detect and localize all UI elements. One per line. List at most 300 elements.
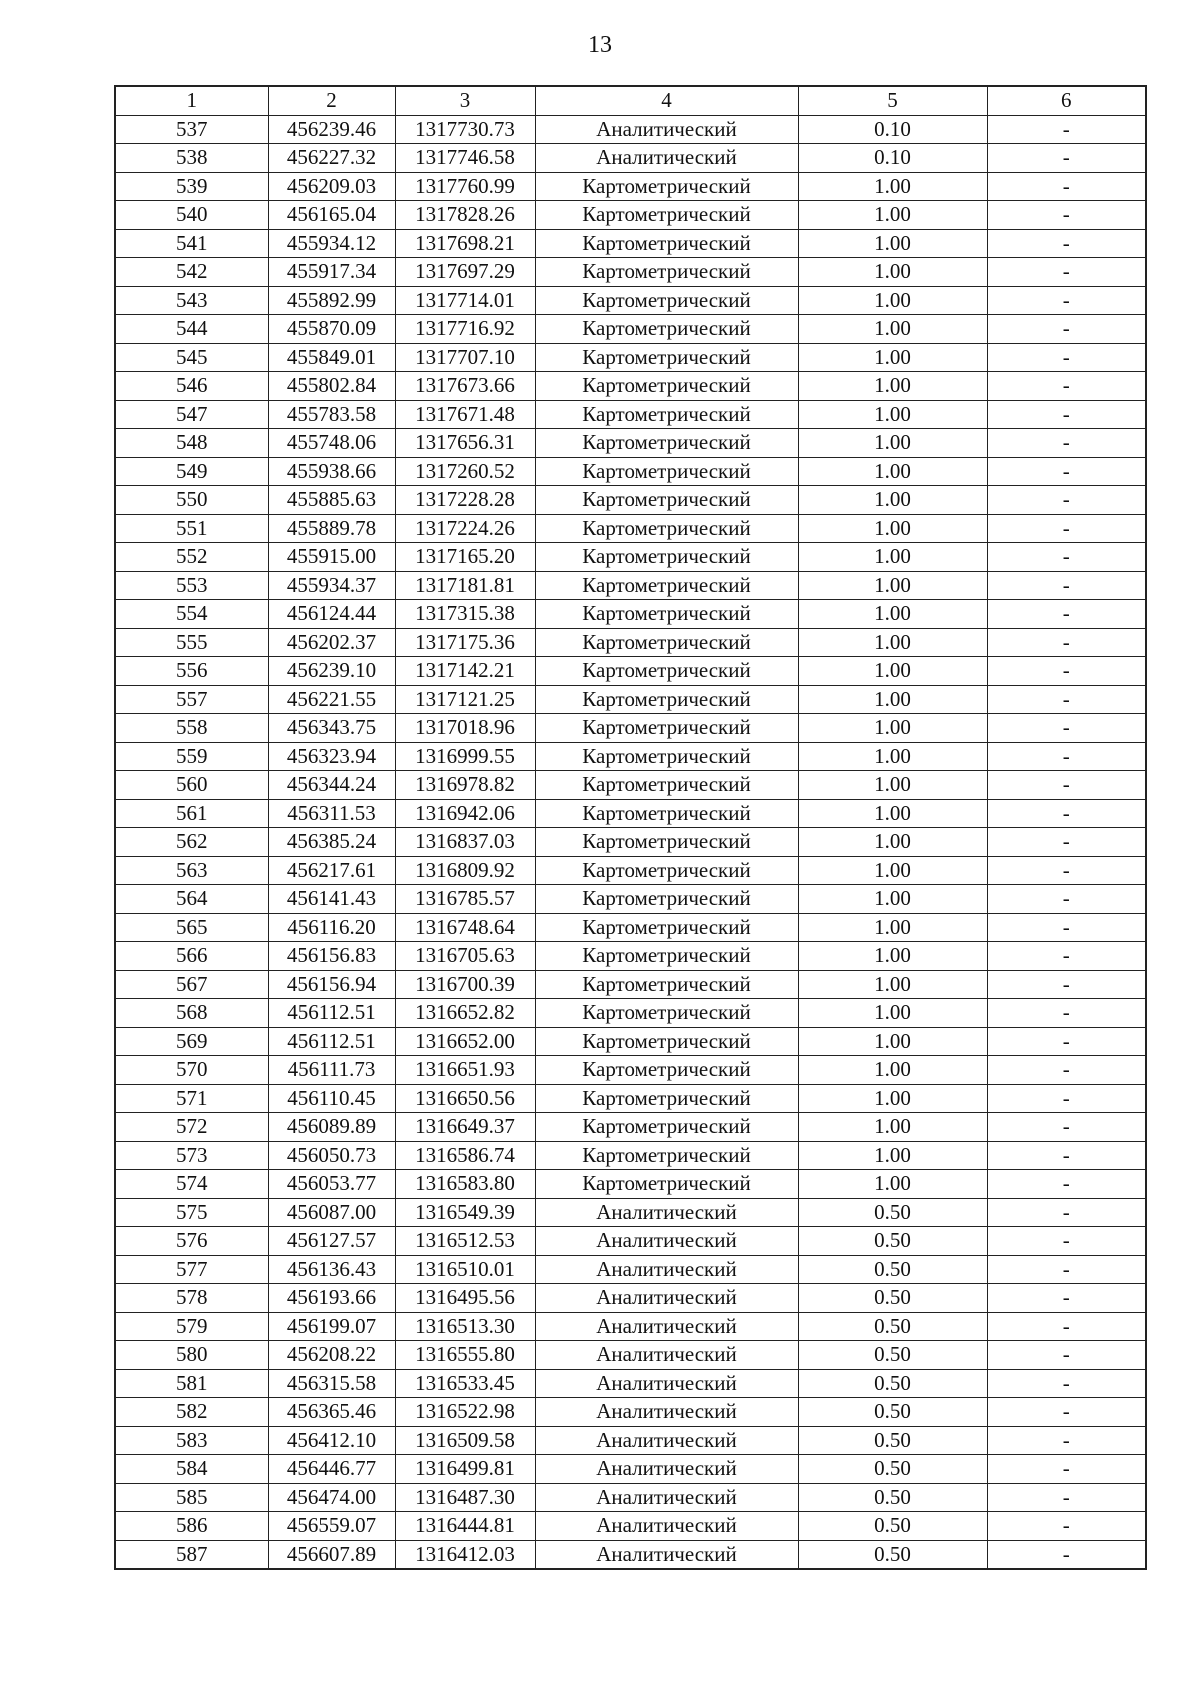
cell-note: - xyxy=(987,315,1146,344)
cell-method: Картометрический xyxy=(535,372,798,401)
cell-point-number: 583 xyxy=(115,1426,268,1455)
cell-note: - xyxy=(987,1455,1146,1484)
cell-point-number: 538 xyxy=(115,144,268,173)
table-row xyxy=(115,771,1146,800)
table-row xyxy=(115,1540,1146,1569)
cell-accuracy: 1.00 xyxy=(798,315,987,344)
cell-note: - xyxy=(987,372,1146,401)
cell-accuracy: 1.00 xyxy=(798,942,987,971)
cell-point-number: 573 xyxy=(115,1141,268,1170)
cell-method: Картометрический xyxy=(535,514,798,543)
cell-accuracy: 1.00 xyxy=(798,600,987,629)
cell-accuracy: 0.50 xyxy=(798,1426,987,1455)
cell-coordinate-x: 456053.77 xyxy=(268,1170,395,1199)
cell-point-number: 568 xyxy=(115,999,268,1028)
cell-coordinate-y: 1316412.03 xyxy=(395,1540,535,1569)
cell-method: Аналитический xyxy=(535,1540,798,1569)
cell-note: - xyxy=(987,1312,1146,1341)
cell-accuracy: 1.00 xyxy=(798,258,987,287)
cell-accuracy: 1.00 xyxy=(798,514,987,543)
cell-note: - xyxy=(987,457,1146,486)
coordinates-table xyxy=(114,85,1147,1570)
cell-coordinate-x: 456202.37 xyxy=(268,628,395,657)
cell-coordinate-y: 1316785.57 xyxy=(395,885,535,914)
cell-accuracy: 1.00 xyxy=(798,429,987,458)
cell-coordinate-y: 1316586.74 xyxy=(395,1141,535,1170)
cell-note: - xyxy=(987,799,1146,828)
cell-coordinate-x: 456559.07 xyxy=(268,1512,395,1541)
cell-coordinate-x: 455849.01 xyxy=(268,343,395,372)
cell-point-number: 562 xyxy=(115,828,268,857)
cell-accuracy: 1.00 xyxy=(798,1113,987,1142)
table-row xyxy=(115,799,1146,828)
cell-note: - xyxy=(987,714,1146,743)
cell-coordinate-x: 455934.12 xyxy=(268,229,395,258)
cell-coordinate-x: 456311.53 xyxy=(268,799,395,828)
cell-coordinate-y: 1316533.45 xyxy=(395,1369,535,1398)
table-row xyxy=(115,1170,1146,1199)
cell-point-number: 585 xyxy=(115,1483,268,1512)
cell-coordinate-y: 1317165.20 xyxy=(395,543,535,572)
cell-accuracy: 1.00 xyxy=(798,828,987,857)
table-row xyxy=(115,685,1146,714)
cell-coordinate-x: 455938.66 xyxy=(268,457,395,486)
cell-method: Картометрический xyxy=(535,885,798,914)
cell-coordinate-y: 1316522.98 xyxy=(395,1398,535,1427)
cell-coordinate-x: 455885.63 xyxy=(268,486,395,515)
cell-note: - xyxy=(987,1141,1146,1170)
cell-point-number: 549 xyxy=(115,457,268,486)
cell-point-number: 542 xyxy=(115,258,268,287)
cell-accuracy: 0.50 xyxy=(798,1455,987,1484)
table-row xyxy=(115,828,1146,857)
cell-accuracy: 1.00 xyxy=(798,885,987,914)
table-row xyxy=(115,1512,1146,1541)
cell-coordinate-y: 1317673.66 xyxy=(395,372,535,401)
table-row xyxy=(115,942,1146,971)
cell-method: Картометрический xyxy=(535,657,798,686)
table-row xyxy=(115,1426,1146,1455)
cell-method: Аналитический xyxy=(535,115,798,144)
cell-method: Картометрический xyxy=(535,913,798,942)
table-row xyxy=(115,714,1146,743)
cell-accuracy: 0.50 xyxy=(798,1369,987,1398)
table-row xyxy=(115,1056,1146,1085)
cell-method: Картометрический xyxy=(535,856,798,885)
cell-accuracy: 1.00 xyxy=(798,372,987,401)
cell-accuracy: 1.00 xyxy=(798,628,987,657)
cell-method: Картометрический xyxy=(535,942,798,971)
cell-point-number: 548 xyxy=(115,429,268,458)
cell-method: Картометрический xyxy=(535,1141,798,1170)
cell-coordinate-x: 455889.78 xyxy=(268,514,395,543)
cell-method: Картометрический xyxy=(535,571,798,600)
cell-note: - xyxy=(987,429,1146,458)
cell-point-number: 576 xyxy=(115,1227,268,1256)
cell-coordinate-y: 1316748.64 xyxy=(395,913,535,942)
cell-method: Картометрический xyxy=(535,1170,798,1199)
cell-accuracy: 1.00 xyxy=(798,1027,987,1056)
table-row xyxy=(115,1483,1146,1512)
table-row xyxy=(115,229,1146,258)
cell-point-number: 537 xyxy=(115,115,268,144)
cell-accuracy: 0.50 xyxy=(798,1483,987,1512)
cell-coordinate-y: 1317746.58 xyxy=(395,144,535,173)
header-row xyxy=(115,86,1146,115)
table-row xyxy=(115,400,1146,429)
table-row xyxy=(115,1113,1146,1142)
table-row xyxy=(115,1227,1146,1256)
cell-coordinate-x: 455892.99 xyxy=(268,286,395,315)
cell-point-number: 582 xyxy=(115,1398,268,1427)
cell-method: Аналитический xyxy=(535,1198,798,1227)
cell-accuracy: 0.50 xyxy=(798,1198,987,1227)
cell-point-number: 555 xyxy=(115,628,268,657)
table-row xyxy=(115,628,1146,657)
cell-accuracy: 1.00 xyxy=(798,286,987,315)
cell-accuracy: 1.00 xyxy=(798,486,987,515)
cell-method: Аналитический xyxy=(535,1512,798,1541)
cell-note: - xyxy=(987,856,1146,885)
cell-method: Картометрический xyxy=(535,742,798,771)
table-row xyxy=(115,144,1146,173)
cell-coordinate-x: 456089.89 xyxy=(268,1113,395,1142)
cell-coordinate-y: 1317018.96 xyxy=(395,714,535,743)
cell-coordinate-y: 1317714.01 xyxy=(395,286,535,315)
cell-method: Картометрический xyxy=(535,685,798,714)
cell-coordinate-x: 456323.94 xyxy=(268,742,395,771)
cell-accuracy: 0.50 xyxy=(798,1312,987,1341)
cell-coordinate-x: 456165.04 xyxy=(268,201,395,230)
cell-note: - xyxy=(987,970,1146,999)
cell-coordinate-y: 1317142.21 xyxy=(395,657,535,686)
cell-point-number: 586 xyxy=(115,1512,268,1541)
cell-point-number: 564 xyxy=(115,885,268,914)
cell-method: Картометрический xyxy=(535,543,798,572)
cell-coordinate-x: 456127.57 xyxy=(268,1227,395,1256)
column-header: 1 xyxy=(115,86,268,115)
cell-method: Картометрический xyxy=(535,1113,798,1142)
cell-note: - xyxy=(987,999,1146,1028)
cell-accuracy: 1.00 xyxy=(798,400,987,429)
cell-coordinate-x: 455917.34 xyxy=(268,258,395,287)
cell-note: - xyxy=(987,486,1146,515)
cell-point-number: 574 xyxy=(115,1170,268,1199)
cell-coordinate-x: 455934.37 xyxy=(268,571,395,600)
cell-coordinate-x: 455802.84 xyxy=(268,372,395,401)
cell-accuracy: 1.00 xyxy=(798,742,987,771)
cell-note: - xyxy=(987,828,1146,857)
cell-point-number: 569 xyxy=(115,1027,268,1056)
cell-coordinate-y: 1317760.99 xyxy=(395,172,535,201)
cell-accuracy: 0.50 xyxy=(798,1341,987,1370)
cell-accuracy: 1.00 xyxy=(798,543,987,572)
cell-coordinate-y: 1316942.06 xyxy=(395,799,535,828)
cell-coordinate-y: 1317656.31 xyxy=(395,429,535,458)
cell-point-number: 577 xyxy=(115,1255,268,1284)
cell-method: Картометрический xyxy=(535,714,798,743)
cell-method: Картометрический xyxy=(535,799,798,828)
cell-point-number: 561 xyxy=(115,799,268,828)
cell-note: - xyxy=(987,1426,1146,1455)
cell-coordinate-y: 1316555.80 xyxy=(395,1341,535,1370)
table-row xyxy=(115,1369,1146,1398)
cell-coordinate-y: 1317121.25 xyxy=(395,685,535,714)
cell-coordinate-y: 1316700.39 xyxy=(395,970,535,999)
cell-point-number: 584 xyxy=(115,1455,268,1484)
cell-coordinate-x: 456156.83 xyxy=(268,942,395,971)
table-row xyxy=(115,1312,1146,1341)
cell-coordinate-y: 1317175.36 xyxy=(395,628,535,657)
cell-accuracy: 1.00 xyxy=(798,856,987,885)
table-row xyxy=(115,1198,1146,1227)
cell-coordinate-x: 456446.77 xyxy=(268,1455,395,1484)
cell-coordinate-y: 1317181.81 xyxy=(395,571,535,600)
cell-method: Картометрический xyxy=(535,400,798,429)
cell-coordinate-y: 1317698.21 xyxy=(395,229,535,258)
table-header xyxy=(115,86,1146,115)
cell-method: Картометрический xyxy=(535,970,798,999)
cell-note: - xyxy=(987,742,1146,771)
cell-coordinate-y: 1316837.03 xyxy=(395,828,535,857)
cell-coordinate-x: 456050.73 xyxy=(268,1141,395,1170)
cell-coordinate-y: 1317224.26 xyxy=(395,514,535,543)
cell-point-number: 557 xyxy=(115,685,268,714)
cell-method: Аналитический xyxy=(535,1426,798,1455)
cell-coordinate-x: 456124.44 xyxy=(268,600,395,629)
cell-coordinate-x: 456087.00 xyxy=(268,1198,395,1227)
cell-method: Аналитический xyxy=(535,1369,798,1398)
cell-note: - xyxy=(987,685,1146,714)
cell-point-number: 541 xyxy=(115,229,268,258)
table-row xyxy=(115,999,1146,1028)
cell-point-number: 554 xyxy=(115,600,268,629)
cell-coordinate-x: 456112.51 xyxy=(268,999,395,1028)
cell-coordinate-x: 456156.94 xyxy=(268,970,395,999)
cell-coordinate-y: 1317828.26 xyxy=(395,201,535,230)
cell-method: Картометрический xyxy=(535,1056,798,1085)
cell-accuracy: 1.00 xyxy=(798,1141,987,1170)
cell-note: - xyxy=(987,1341,1146,1370)
column-header: 3 xyxy=(395,86,535,115)
cell-method: Аналитический xyxy=(535,1455,798,1484)
table-row xyxy=(115,486,1146,515)
cell-point-number: 572 xyxy=(115,1113,268,1142)
table-row xyxy=(115,571,1146,600)
cell-note: - xyxy=(987,1084,1146,1113)
cell-coordinate-y: 1317730.73 xyxy=(395,115,535,144)
column-header: 5 xyxy=(798,86,987,115)
page-number: 13 xyxy=(588,32,612,58)
cell-accuracy: 0.50 xyxy=(798,1255,987,1284)
cell-accuracy: 1.00 xyxy=(798,771,987,800)
cell-note: - xyxy=(987,771,1146,800)
cell-point-number: 570 xyxy=(115,1056,268,1085)
cell-coordinate-y: 1316651.93 xyxy=(395,1056,535,1085)
cell-point-number: 587 xyxy=(115,1540,268,1569)
cell-note: - xyxy=(987,1027,1146,1056)
cell-method: Картометрический xyxy=(535,486,798,515)
cell-point-number: 550 xyxy=(115,486,268,515)
table-row xyxy=(115,286,1146,315)
cell-accuracy: 1.00 xyxy=(798,1084,987,1113)
cell-coordinate-x: 455915.00 xyxy=(268,543,395,572)
cell-note: - xyxy=(987,1284,1146,1313)
cell-accuracy: 1.00 xyxy=(798,457,987,486)
cell-note: - xyxy=(987,913,1146,942)
cell-note: - xyxy=(987,201,1146,230)
cell-point-number: 553 xyxy=(115,571,268,600)
cell-note: - xyxy=(987,1113,1146,1142)
cell-coordinate-x: 456199.07 xyxy=(268,1312,395,1341)
cell-note: - xyxy=(987,1170,1146,1199)
cell-point-number: 544 xyxy=(115,315,268,344)
cell-method: Картометрический xyxy=(535,628,798,657)
cell-coordinate-x: 456239.10 xyxy=(268,657,395,686)
table-row xyxy=(115,172,1146,201)
table-row xyxy=(115,885,1146,914)
cell-coordinate-y: 1316650.56 xyxy=(395,1084,535,1113)
cell-point-number: 578 xyxy=(115,1284,268,1313)
cell-accuracy: 1.00 xyxy=(798,999,987,1028)
cell-method: Аналитический xyxy=(535,144,798,173)
cell-note: - xyxy=(987,258,1146,287)
cell-coordinate-y: 1316652.00 xyxy=(395,1027,535,1056)
cell-method: Аналитический xyxy=(535,1312,798,1341)
cell-point-number: 559 xyxy=(115,742,268,771)
table-row xyxy=(115,1027,1146,1056)
cell-point-number: 558 xyxy=(115,714,268,743)
column-header: 4 xyxy=(535,86,798,115)
cell-accuracy: 1.00 xyxy=(798,970,987,999)
cell-note: - xyxy=(987,1056,1146,1085)
cell-point-number: 551 xyxy=(115,514,268,543)
cell-coordinate-y: 1316809.92 xyxy=(395,856,535,885)
cell-accuracy: 1.00 xyxy=(798,685,987,714)
cell-method: Картометрический xyxy=(535,600,798,629)
cell-accuracy: 1.00 xyxy=(798,714,987,743)
cell-note: - xyxy=(987,628,1146,657)
cell-accuracy: 0.50 xyxy=(798,1540,987,1569)
cell-coordinate-x: 456343.75 xyxy=(268,714,395,743)
cell-method: Аналитический xyxy=(535,1398,798,1427)
cell-coordinate-y: 1316495.56 xyxy=(395,1284,535,1313)
cell-accuracy: 1.00 xyxy=(798,799,987,828)
cell-note: - xyxy=(987,1255,1146,1284)
cell-accuracy: 1.00 xyxy=(798,913,987,942)
cell-method: Картометрический xyxy=(535,315,798,344)
cell-note: - xyxy=(987,942,1146,971)
cell-coordinate-y: 1317697.29 xyxy=(395,258,535,287)
cell-point-number: 552 xyxy=(115,543,268,572)
cell-note: - xyxy=(987,400,1146,429)
cell-coordinate-x: 456607.89 xyxy=(268,1540,395,1569)
cell-coordinate-y: 1316512.53 xyxy=(395,1227,535,1256)
table-row xyxy=(115,514,1146,543)
cell-note: - xyxy=(987,229,1146,258)
cell-coordinate-y: 1317716.92 xyxy=(395,315,535,344)
table-row xyxy=(115,742,1146,771)
cell-accuracy: 1.00 xyxy=(798,343,987,372)
cell-accuracy: 0.10 xyxy=(798,115,987,144)
cell-point-number: 545 xyxy=(115,343,268,372)
cell-coordinate-y: 1317707.10 xyxy=(395,343,535,372)
cell-point-number: 543 xyxy=(115,286,268,315)
cell-coordinate-y: 1316510.01 xyxy=(395,1255,535,1284)
cell-note: - xyxy=(987,885,1146,914)
cell-coordinate-x: 456385.24 xyxy=(268,828,395,857)
cell-method: Картометрический xyxy=(535,771,798,800)
table-row xyxy=(115,315,1146,344)
cell-note: - xyxy=(987,115,1146,144)
cell-note: - xyxy=(987,144,1146,173)
cell-coordinate-x: 456141.43 xyxy=(268,885,395,914)
table-row xyxy=(115,1084,1146,1113)
cell-accuracy: 0.50 xyxy=(798,1398,987,1427)
cell-point-number: 567 xyxy=(115,970,268,999)
table-row xyxy=(115,1141,1146,1170)
cell-coordinate-y: 1317228.28 xyxy=(395,486,535,515)
cell-point-number: 566 xyxy=(115,942,268,971)
cell-accuracy: 1.00 xyxy=(798,657,987,686)
cell-note: - xyxy=(987,172,1146,201)
cell-point-number: 547 xyxy=(115,400,268,429)
cell-coordinate-x: 456315.58 xyxy=(268,1369,395,1398)
table-row xyxy=(115,1455,1146,1484)
cell-method: Картометрический xyxy=(535,286,798,315)
cell-note: - xyxy=(987,514,1146,543)
table-row xyxy=(115,1284,1146,1313)
cell-point-number: 575 xyxy=(115,1198,268,1227)
cell-method: Аналитический xyxy=(535,1284,798,1313)
cell-coordinate-y: 1316513.30 xyxy=(395,1312,535,1341)
cell-note: - xyxy=(987,600,1146,629)
cell-note: - xyxy=(987,286,1146,315)
cell-accuracy: 1.00 xyxy=(798,1170,987,1199)
cell-note: - xyxy=(987,1483,1146,1512)
cell-coordinate-y: 1316999.55 xyxy=(395,742,535,771)
cell-accuracy: 0.10 xyxy=(798,144,987,173)
cell-method: Аналитический xyxy=(535,1341,798,1370)
cell-method: Аналитический xyxy=(535,1483,798,1512)
table-row xyxy=(115,657,1146,686)
table-row xyxy=(115,913,1146,942)
cell-accuracy: 0.50 xyxy=(798,1227,987,1256)
cell-point-number: 571 xyxy=(115,1084,268,1113)
cell-point-number: 556 xyxy=(115,657,268,686)
column-header: 2 xyxy=(268,86,395,115)
cell-coordinate-x: 456412.10 xyxy=(268,1426,395,1455)
cell-note: - xyxy=(987,657,1146,686)
cell-coordinate-x: 456344.24 xyxy=(268,771,395,800)
cell-point-number: 580 xyxy=(115,1341,268,1370)
cell-accuracy: 0.50 xyxy=(798,1284,987,1313)
cell-coordinate-y: 1316649.37 xyxy=(395,1113,535,1142)
cell-coordinate-y: 1316487.30 xyxy=(395,1483,535,1512)
cell-point-number: 539 xyxy=(115,172,268,201)
cell-coordinate-y: 1316978.82 xyxy=(395,771,535,800)
cell-method: Аналитический xyxy=(535,1227,798,1256)
cell-note: - xyxy=(987,543,1146,572)
cell-point-number: 581 xyxy=(115,1369,268,1398)
table-row xyxy=(115,201,1146,230)
cell-coordinate-x: 456474.00 xyxy=(268,1483,395,1512)
cell-point-number: 579 xyxy=(115,1312,268,1341)
cell-method: Картометрический xyxy=(535,1027,798,1056)
cell-coordinate-y: 1316499.81 xyxy=(395,1455,535,1484)
cell-note: - xyxy=(987,1398,1146,1427)
cell-coordinate-y: 1317260.52 xyxy=(395,457,535,486)
